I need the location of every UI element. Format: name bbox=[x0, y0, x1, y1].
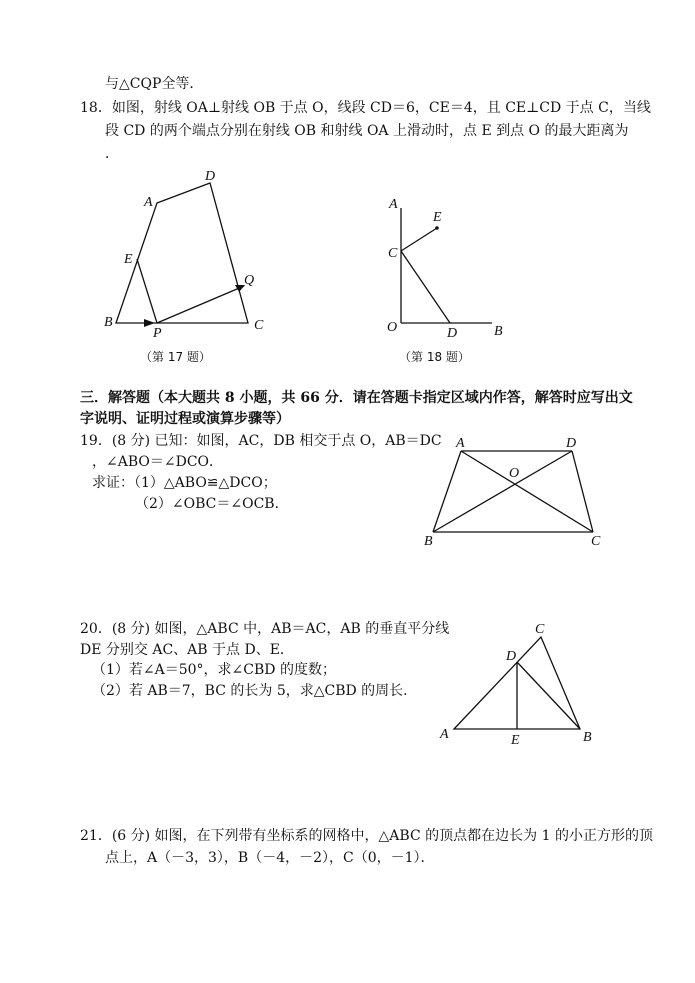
fig19-label-d: D bbox=[566, 436, 577, 451]
fig17-label-b: B bbox=[104, 315, 113, 330]
fig18-point-e bbox=[435, 226, 439, 230]
q20-line-2: DE 分别交 AC、AB 于点 D、E． bbox=[80, 642, 294, 658]
q21-line-2: 点上，A（－3，3），B（－4，－2），C（0，－1）． bbox=[105, 850, 435, 866]
fig18-label-o: O bbox=[387, 320, 398, 335]
fig20-label-e: E bbox=[511, 733, 520, 748]
fig18-label-b: B bbox=[494, 324, 503, 339]
q18-line-2: 段 CD 的两个端点分别在射线 OB 和射线 OA 上滑动时，点 E 到点 O 的最大距离为 bbox=[105, 123, 629, 139]
q20-line-1: 20．(8 分) 如图，△ABC 中，AB＝AC，AB 的垂直平分线 bbox=[80, 621, 450, 637]
q20-line-3: （1）若∠A＝50°，求∠CBD 的度数； bbox=[92, 662, 336, 678]
q19-line-3: 求证：（1）△ABO≌△DCO； bbox=[92, 475, 277, 491]
section-3-heading-line-2: 字说明、证明过程或演算步骤等） bbox=[80, 411, 290, 427]
fig17-segment-ep bbox=[137, 259, 157, 323]
fig17-label-p: P bbox=[153, 326, 162, 341]
fig17-label-d: D bbox=[205, 169, 216, 184]
fig18-label-e: E bbox=[433, 210, 442, 225]
fig18-label-c: C bbox=[388, 246, 398, 261]
fig20-segment-db bbox=[517, 662, 580, 729]
fig20-label-c: C bbox=[535, 622, 545, 637]
fig19-segment-dc bbox=[572, 451, 593, 532]
q19-line-1: 19．(8 分) 已知：如图，AC，DB 相交于点 O，AB＝DC bbox=[80, 433, 442, 449]
fig18-segment-ce bbox=[401, 228, 437, 251]
fig17-caption: （第 17 题） bbox=[140, 350, 211, 364]
fig19-label-c: C bbox=[591, 534, 601, 549]
fig19-label-b: B bbox=[424, 534, 433, 549]
fig19-segment-db bbox=[433, 451, 572, 532]
q17-tail-text: 与△CQP全等． bbox=[105, 76, 204, 92]
fig19-segment-ab bbox=[433, 451, 461, 532]
fig17-label-c: C bbox=[254, 318, 264, 333]
fig17-label-e: E bbox=[124, 252, 133, 267]
q20-line-4: （2）若 AB＝7，BC 的长为 5，求△CBD 的周长. bbox=[92, 683, 408, 699]
q21-line-1: 21．(6 分) 如图，在下列带有坐标系的网格中，△ABC 的顶点都在边长为 1 的小正方形的顶 bbox=[80, 828, 653, 844]
q18-line-1: 18．如图，射线 OA⊥射线 OB 于点 O，线段 CD＝6，CE＝4，且 CE⊥CD 于点 C，当线 bbox=[80, 100, 651, 116]
section-3-heading-line-1: 三．解答题（本大题共 8 小题，共 66 分．请在答题卡指定区域内作答，解答时应写出文 bbox=[80, 390, 633, 406]
fig17-segment-pq bbox=[157, 286, 244, 323]
fig19-label-o: O bbox=[509, 466, 520, 481]
fig17-label-q: Q bbox=[244, 273, 255, 288]
fig20-label-a: A bbox=[440, 727, 449, 742]
fig18-label-a: A bbox=[389, 197, 398, 212]
fig18-segment-cd bbox=[401, 251, 450, 323]
fig20-label-d: D bbox=[506, 649, 517, 664]
fig18-label-d: D bbox=[447, 326, 458, 341]
fig19-label-a: A bbox=[456, 436, 465, 451]
fig17-quadrilateral bbox=[116, 183, 248, 323]
q19-line-4: （2）∠OBC＝∠OCB． bbox=[135, 496, 289, 512]
q18-line-3: ． bbox=[105, 146, 119, 162]
q19-line-2: ，∠ABO＝∠DCO． bbox=[92, 454, 224, 470]
fig17-label-a: A bbox=[144, 195, 153, 210]
fig19-segment-ac bbox=[461, 451, 593, 532]
fig18-caption: （第 18 题） bbox=[399, 350, 470, 364]
fig20-label-b: B bbox=[583, 730, 592, 745]
